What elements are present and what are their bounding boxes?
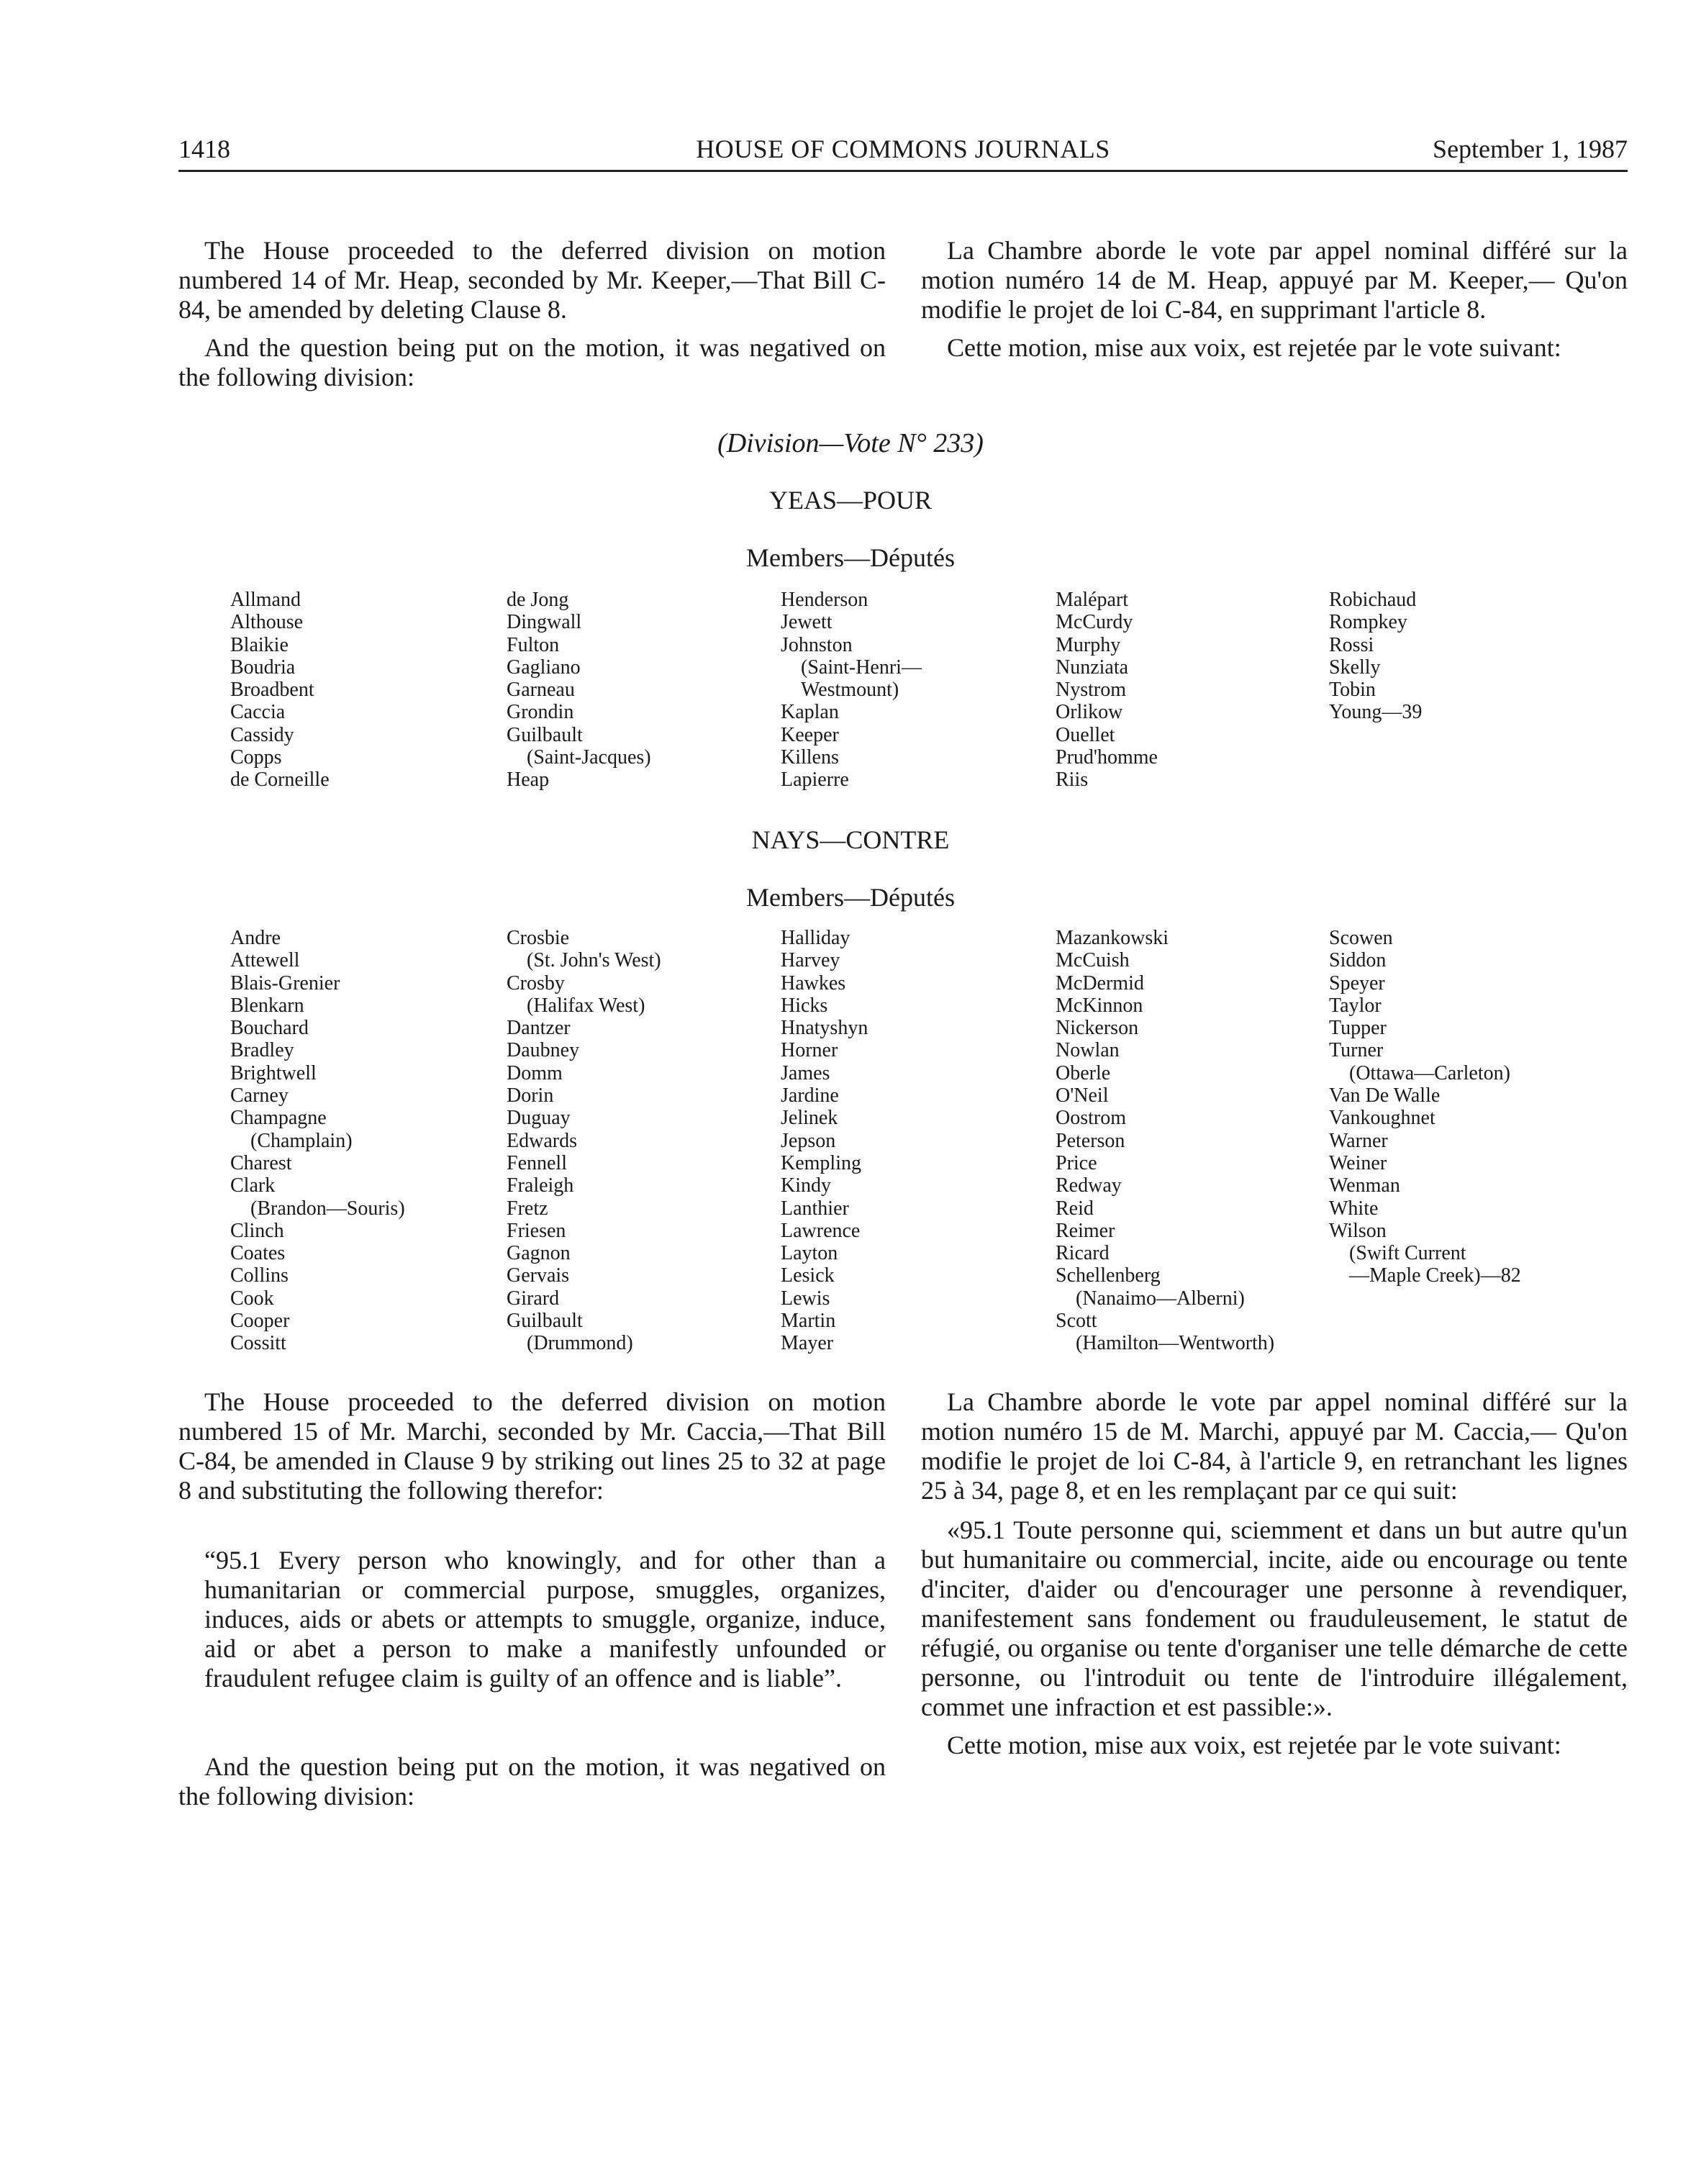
member-name: de Corneille — [230, 769, 330, 792]
member-name: McDermid — [1056, 971, 1144, 994]
motion15-fr-quote: «95.1 Toute personne qui, sciemment et dans un but autre qu'un but humanitaire ou commercial, incite, aide ou encourage ou tente d'inciter, d'aider ou d'encourager une personne à revendiquer, manifestement sans fondement ou frauduleusement, le statut de réfugié, ou organise ou tente d'organiser une telle démarche de cette personne, ou l'introduit ou tente de l'introduire illégalement, commet une infraction et est passible:». — [921, 1515, 1628, 1721]
member-name: Young—39 — [1329, 701, 1423, 724]
page-number: 1418 — [178, 135, 230, 163]
journal-title: HOUSE OF COMMONS JOURNALS — [696, 135, 1110, 163]
member-name: Rompkey — [1329, 611, 1407, 634]
motion15-fr-question: Cette motion, mise aux voix, est rejetée par le vote suivant: — [947, 1731, 1561, 1759]
member-name: White — [1329, 1197, 1379, 1220]
member-name: Layton — [781, 1242, 838, 1265]
member-name: Domm — [507, 1061, 563, 1084]
member-name: McKinnon — [1056, 994, 1143, 1017]
member-name: Ouellet — [1056, 723, 1115, 746]
member-name: Lapierre — [781, 769, 849, 792]
member-name: Guilbault — [507, 723, 583, 746]
member-name: Fretz — [507, 1197, 548, 1220]
member-name: Hnatyshyn — [781, 1017, 868, 1040]
member-name: Lawrence — [781, 1219, 861, 1242]
motion15-en-quote: “95.1 Every person who knowingly, and for other than a humanitarian or commercial purpose, smuggles, organizes, induces, aids or abets or attempts to smuggle, organize, induce, aid or abet a person to make a manifestly unfounded or fraudulent refugee claim is guilty of an offence and is liable”. — [204, 1546, 886, 1693]
member-name: Collins — [230, 1264, 289, 1287]
member-name: Reimer — [1056, 1219, 1115, 1242]
member-name: McCurdy — [1056, 611, 1133, 634]
member-name: Bradley — [230, 1039, 294, 1062]
member-name: Lesick — [781, 1264, 835, 1287]
member-name: Skelly — [1329, 656, 1381, 679]
member-name: Dantzer — [507, 1017, 571, 1040]
member-name: Price — [1056, 1151, 1097, 1174]
member-name: (Drummond) — [527, 1332, 633, 1355]
member-name: Peterson — [1056, 1129, 1125, 1152]
motion15-english — [178, 1387, 886, 1811]
member-name: Daubney — [507, 1039, 580, 1062]
member-name: Jelinek — [781, 1107, 838, 1130]
member-name: Riis — [1056, 769, 1089, 792]
member-name: Duguay — [507, 1107, 571, 1130]
member-name: Lewis — [781, 1287, 830, 1310]
member-name: Cossitt — [230, 1332, 286, 1355]
member-name: Cook — [230, 1287, 274, 1310]
member-name: Halliday — [781, 927, 850, 949]
member-name: Orlikow — [1056, 701, 1123, 724]
member-name: Cooper — [230, 1310, 290, 1333]
member-name: Jardine — [781, 1084, 839, 1107]
member-name: Weiner — [1329, 1151, 1387, 1174]
member-name: Kaplan — [781, 701, 839, 724]
member-name: Ricard — [1056, 1242, 1110, 1265]
member-name: Tupper — [1329, 1017, 1387, 1040]
member-name: Gagnon — [507, 1242, 571, 1265]
member-name: Grondin — [507, 701, 574, 724]
member-name: Brightwell — [230, 1061, 317, 1084]
nays-column-5 — [1329, 927, 1521, 1287]
member-name: Turner — [1329, 1039, 1384, 1062]
member-name: Carney — [230, 1084, 289, 1107]
nays-column-4 — [1056, 927, 1274, 1355]
member-name: Boudria — [230, 656, 296, 679]
nays-column-1 — [230, 927, 405, 1355]
member-name: McCuish — [1056, 949, 1130, 972]
yeas-column-4 — [1056, 589, 1158, 792]
member-name: Clinch — [230, 1219, 284, 1242]
member-name: Scowen — [1329, 927, 1393, 949]
page-header — [178, 134, 1628, 172]
member-name: Martin — [781, 1310, 836, 1333]
member-name: Jepson — [781, 1129, 836, 1152]
member-name: Broadbent — [230, 679, 314, 702]
member-name: Gervais — [507, 1264, 570, 1287]
member-name: Crosbie — [507, 927, 570, 949]
member-name: Wenman — [1329, 1174, 1400, 1197]
member-name: Andre — [230, 927, 281, 949]
member-name: Fennell — [507, 1151, 567, 1174]
motion15-fr-intro: La Chambre aborde le vote par appel nominal différé sur la motion numéro 15 de M. Marchi, appuyé par M. Caccia,— Qu'on modifie le projet de loi C-84, à l'article 9, en retranchant les lignes 25 à 34, page 8, et en les remplaçant par ce qui suit: — [921, 1387, 1628, 1505]
member-name: Siddon — [1329, 949, 1387, 972]
yeas-column-5 — [1329, 589, 1422, 724]
member-name: Girard — [507, 1287, 560, 1310]
member-name: Fulton — [507, 633, 560, 656]
member-name: Champagne — [230, 1107, 327, 1130]
member-name: Mayer — [781, 1332, 834, 1355]
nays-column-3 — [781, 927, 868, 1355]
page-date: September 1, 1987 — [1433, 135, 1628, 163]
member-name: Prud'homme — [1056, 746, 1158, 769]
member-name: Scott — [1056, 1310, 1097, 1333]
member-name: Kempling — [781, 1151, 861, 1174]
member-name: Wilson — [1329, 1219, 1387, 1242]
member-name: Copps — [230, 746, 282, 769]
member-name: Redway — [1056, 1174, 1122, 1197]
member-name: Charest — [230, 1151, 292, 1174]
member-name: (Saint-Jacques) — [527, 746, 651, 769]
member-name: Edwards — [507, 1129, 577, 1152]
motion15-en-intro: The House proceeded to the deferred division on motion numbered 15 of Mr. Marchi, seconded by Mr. Caccia,—That Bill C-84, be amended in Clause 9 by striking out lines 25 to 32 at page 8 and substituting the following therefor: — [178, 1387, 886, 1505]
motion14-en-intro: The House proceeded to the deferred division on motion numbered 14 of Mr. Heap, seconded by Mr. Keeper,—That Bill C-84, be amended by deleting Clause 8. — [178, 236, 886, 324]
member-name: Kindy — [781, 1174, 831, 1197]
member-name: Murphy — [1056, 633, 1121, 656]
member-name: (Brandon—Souris) — [250, 1197, 405, 1220]
nays-members-label: Members—Députés — [746, 883, 955, 912]
member-name: Bouchard — [230, 1017, 309, 1040]
member-name: Cassidy — [230, 723, 294, 746]
member-name: Reid — [1056, 1197, 1094, 1220]
member-name: Keeper — [781, 723, 839, 746]
member-name: Dorin — [507, 1084, 554, 1107]
member-name: Nunziata — [1056, 656, 1129, 679]
member-name: Hicks — [781, 994, 828, 1017]
member-name: Oberle — [1056, 1061, 1111, 1084]
member-name: (Nanaimo—Alberni) — [1076, 1287, 1245, 1310]
member-name: Crosby — [507, 971, 565, 994]
member-name: Vankoughnet — [1329, 1107, 1435, 1130]
nays-heading: NAYS—CONTRE — [751, 825, 950, 854]
member-name: Althouse — [230, 611, 304, 634]
member-name: Allmand — [230, 589, 301, 611]
member-name: Heap — [507, 769, 550, 792]
member-name: (St. John's West) — [527, 949, 661, 972]
member-name: Van De Walle — [1329, 1084, 1441, 1107]
motion14-en-question: And the question being put on the motion, it was negatived on the following division: — [178, 333, 886, 391]
member-name: (Halifax West) — [527, 994, 645, 1017]
member-name: Nowlan — [1056, 1039, 1120, 1062]
member-name: de Jong — [507, 589, 569, 611]
yeas-column-1 — [230, 589, 330, 792]
member-name: Speyer — [1329, 971, 1385, 994]
motion14-fr-question: Cette motion, mise aux voix, est rejetée par le vote suivant: — [947, 333, 1561, 362]
member-name: Friesen — [507, 1219, 566, 1242]
member-name: Garneau — [507, 679, 575, 702]
member-name: Oostrom — [1056, 1107, 1126, 1130]
member-name: Westmount) — [801, 679, 899, 702]
nays-column-2 — [507, 927, 661, 1355]
member-name: (Saint-Henri— — [801, 656, 922, 679]
member-name: Nickerson — [1056, 1017, 1139, 1040]
member-name: Taylor — [1329, 994, 1382, 1017]
member-name: Fraleigh — [507, 1174, 574, 1197]
member-name: Dingwall — [507, 611, 582, 634]
member-name: Lanthier — [781, 1197, 849, 1220]
member-name: —Maple Creek)—82 — [1349, 1264, 1521, 1287]
member-name: Malépart — [1056, 589, 1129, 611]
member-name: Robichaud — [1329, 589, 1417, 611]
member-name: Blaikie — [230, 633, 289, 656]
yeas-column-2 — [507, 589, 651, 792]
yeas-members-label: Members—Députés — [746, 543, 955, 572]
member-name: (Swift Current — [1349, 1242, 1466, 1265]
member-name: (Champlain) — [250, 1129, 353, 1152]
member-name: Caccia — [230, 701, 286, 724]
member-name: Gagliano — [507, 656, 581, 679]
yeas-heading: YEAS—POUR — [768, 486, 933, 515]
member-name: Jewett — [781, 611, 833, 634]
member-name: Johnston — [781, 633, 853, 656]
member-name: James — [781, 1061, 830, 1084]
member-name: Killens — [781, 746, 839, 769]
member-name: Nystrom — [1056, 679, 1126, 702]
member-name: Attewell — [230, 949, 300, 972]
motion15-french — [921, 1387, 1628, 1760]
member-name: Blais-Grenier — [230, 971, 340, 994]
motion14-english — [178, 236, 886, 392]
member-name: Tobin — [1329, 679, 1376, 702]
motion15-en-question: And the question being put on the motion, it was negatived on the following division: — [178, 1752, 886, 1811]
member-name: (Hamilton—Wentworth) — [1076, 1332, 1275, 1355]
division-title: (Division—Vote N° 233) — [717, 428, 984, 458]
member-name: Hawkes — [781, 971, 846, 994]
member-name: Blenkarn — [230, 994, 304, 1017]
member-name: Harvey — [781, 949, 840, 972]
motion14-french — [921, 236, 1628, 363]
member-name: Henderson — [781, 589, 868, 611]
member-name: Warner — [1329, 1129, 1388, 1152]
member-name: Guilbault — [507, 1310, 583, 1333]
yeas-column-3 — [781, 589, 922, 792]
member-name: Mazankowski — [1056, 927, 1169, 949]
member-name: Clark — [230, 1174, 276, 1197]
member-name: O'Neil — [1056, 1084, 1109, 1107]
member-name: Rossi — [1329, 633, 1374, 656]
member-name: Schellenberg — [1056, 1264, 1161, 1287]
member-name: Horner — [781, 1039, 838, 1062]
member-name: Coates — [230, 1242, 286, 1265]
member-name: (Ottawa—Carleton) — [1349, 1061, 1510, 1084]
motion14-fr-intro: La Chambre aborde le vote par appel nominal différé sur la motion numéro 14 de M. Heap, appuyé par M. Keeper,— Qu'on modifie le projet de loi C-84, en supprimant l'article 8. — [921, 236, 1628, 324]
